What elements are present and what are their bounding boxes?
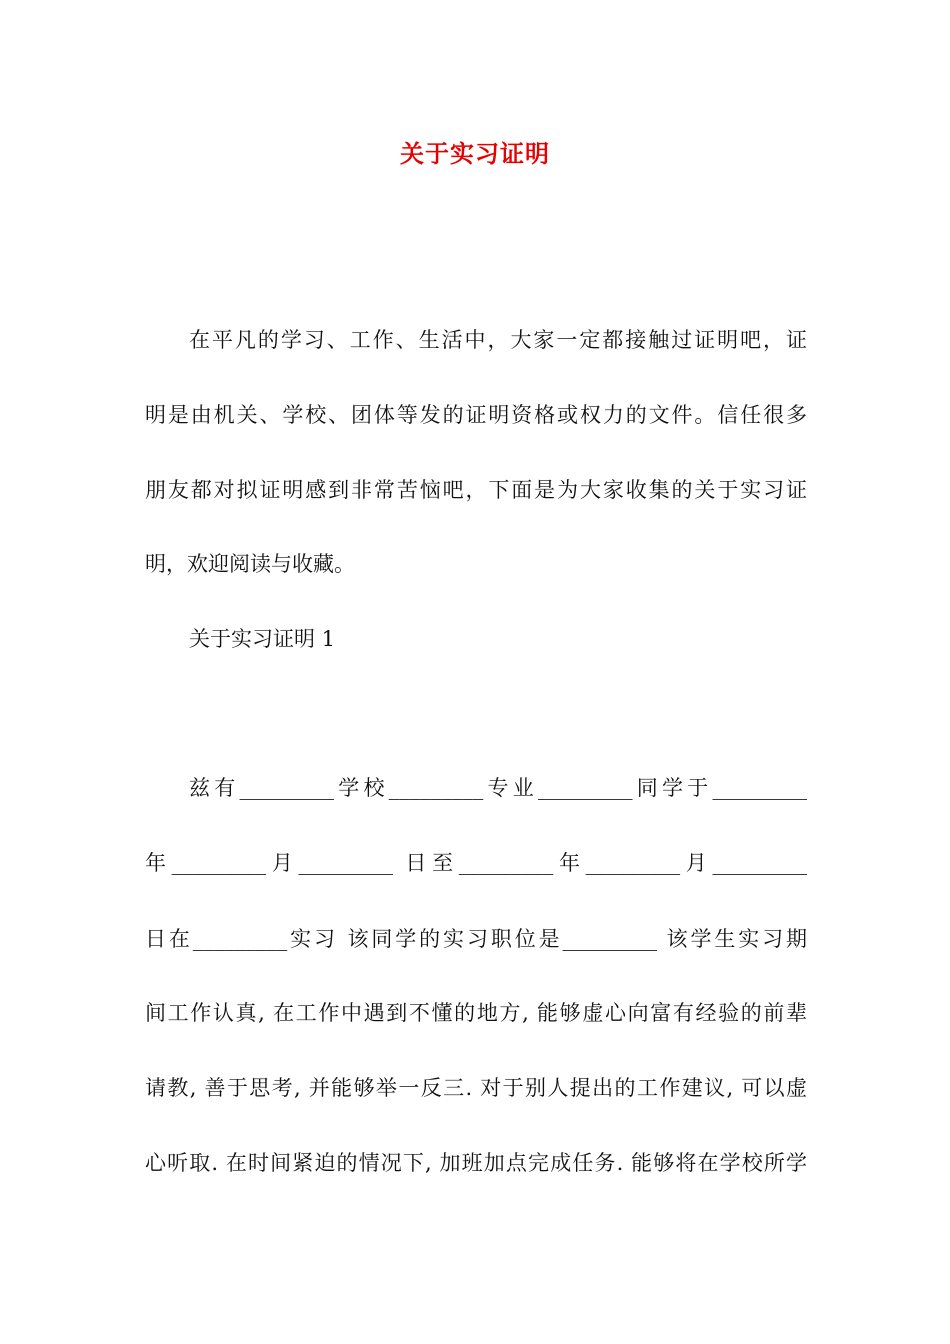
section-heading: 关于实习证明 1 [189, 627, 336, 651]
intro-line-4: 明，欢迎阅读与收藏。 [145, 552, 355, 576]
intro-line-3: 朋友都对拟证明感到非常苦恼吧，下面是为大家收集的关于实习证 [145, 478, 807, 502]
certificate-line-1: 兹有_________学校_________专业_________同学于_________ [189, 776, 807, 800]
certificate-line-4: 间工作认真, 在工作中遇到不懂的地方, 能够虚心向富有经验的前辈 [145, 1001, 807, 1025]
intro-line-1: 在平凡的学习、工作、生活中，大家一定都接触过证明吧，证 [189, 328, 807, 352]
certificate-line-6: 心听取. 在时间紧迫的情况下, 加班加点完成任务. 能够将在学校所学 [145, 1151, 807, 1175]
certificate-line-2: 年_________月_________ 日至_________年_________月_________ [145, 851, 807, 875]
intro-line-2: 明是由机关、学校、团体等发的证明资格或权力的文件。信任很多 [145, 403, 807, 427]
certificate-line-5: 请教, 善于思考, 并能够举一反三. 对于别人提出的工作建议, 可以虚 [145, 1076, 807, 1100]
document-title: 关于实习证明 [400, 139, 550, 168]
certificate-line-3: 日在_________实习 该同学的实习职位是_________ 该学生实习期 [145, 927, 807, 951]
